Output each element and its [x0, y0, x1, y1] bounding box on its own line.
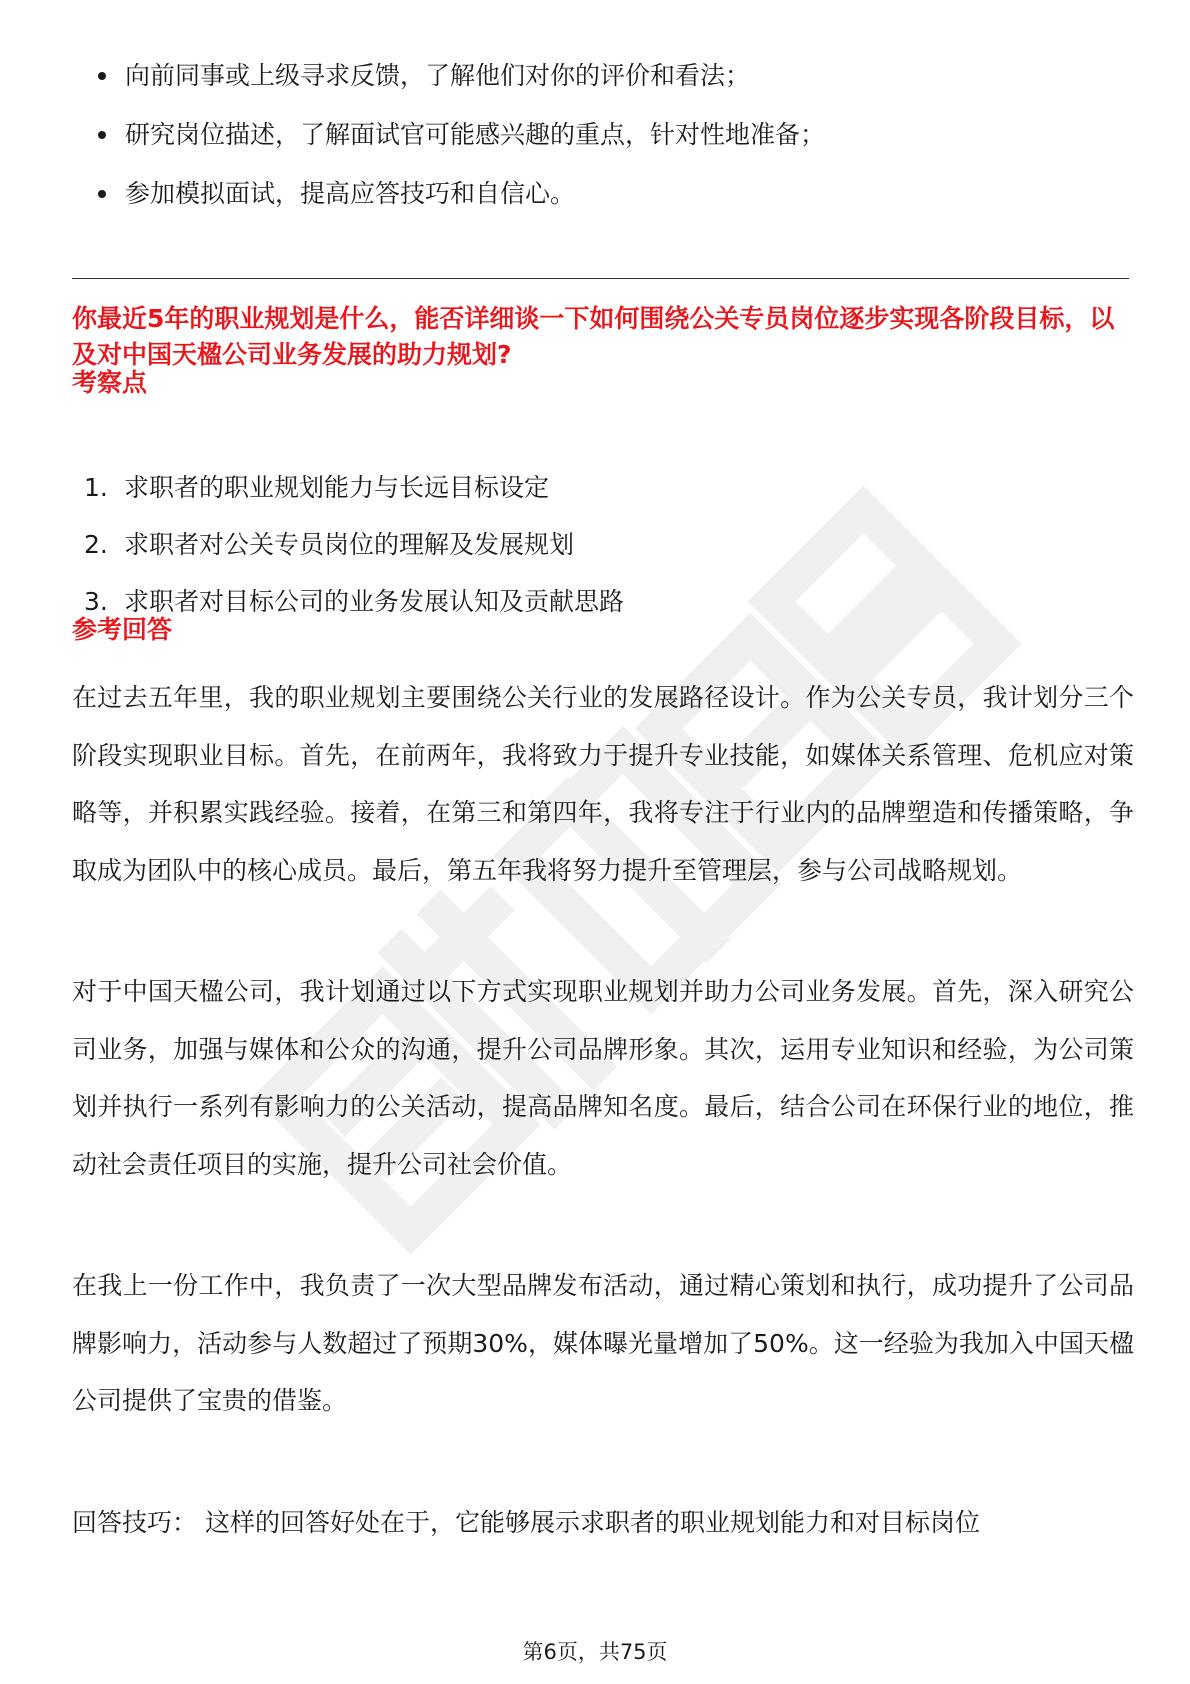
- bullet-text: 参加模拟面试，提高应答技巧和自信心。: [125, 179, 576, 208]
- item-number: 3.: [84, 587, 108, 616]
- tips-bullet-list: [95, 60, 1135, 237]
- item-text: 求职者对目标公司的业务发展认知及贡献思路: [124, 587, 625, 616]
- assessment-item: [84, 586, 1084, 618]
- answer-heading: 参考回答: [72, 615, 173, 644]
- bullet-item: [95, 60, 1135, 92]
- item-text: 求职者对公关专员岗位的理解及发展规划: [124, 530, 575, 559]
- bullet-dot-icon: [98, 131, 106, 139]
- item-text: 求职者的职业规划能力与长远目标设定: [124, 473, 550, 502]
- page-number: 第6页，共75页: [522, 1640, 668, 1664]
- answer-paragraph: 在过去五年里，我的职业规划主要围绕公关行业的发展路径设计。作为公关专员，我计划分三个阶段实现职业目标。首先，在前两年，我将致力于提升专业技能，如媒体关系管理、危机应对策略等，并积累实践经验。接着，在第三和第四年，我将专注于行业内的品牌塑造和传播策略，争取成为团队中的核心成员。最后，第五年我将努力提升至管理层，参与公司战略规划。: [72, 683, 1134, 885]
- bullet-dot-icon: [98, 190, 106, 198]
- answer-paragraph: 对于中国天楹公司，我计划通过以下方式实现职业规划并助力公司业务发展。首先，深入研究公司业务，加强与媒体和公众的沟通，提升公司品牌形象。其次，运用专业知识和经验，为公司策划并执行一系列有影响力的公关活动，提高品牌知名度。最后，结合公司在环保行业的地位，推动社会责任项目的实施，提升公司社会价值。: [72, 977, 1134, 1179]
- question-heading: 你最近5年的职业规划是什么，能否详细谈一下如何围绕公关专员岗位逐步实现各阶段目标，以及对中国天楹公司业务发展的助力规划?: [72, 304, 1115, 369]
- assessment-item: [84, 472, 1084, 504]
- assessment-heading: 考察点: [72, 368, 148, 397]
- bullet-text: 向前同事或上级寻求反馈，了解他们对你的评价和看法；: [125, 61, 751, 90]
- bullet-item: [95, 119, 1135, 151]
- answer-tip-paragraph: 回答技巧： 这样的回答好处在于，它能够展示求职者的职业规划能力和对目标岗位: [72, 1508, 980, 1537]
- assessment-item: [84, 529, 1084, 561]
- answer-paragraph: 在我上一份工作中，我负责了一次大型品牌发布活动，通过精心策划和执行，成功提升了公司品牌影响力，活动参与人数超过了预期30%，媒体曝光量增加了50%。这一经验为我加入中国天楹公司提供了宝贵的借鉴。: [72, 1271, 1134, 1415]
- section-divider: [72, 278, 1129, 279]
- item-number: 2.: [84, 530, 108, 559]
- bullet-text: 研究岗位描述，了解面试官可能感兴趣的重点，针对性地准备；: [125, 120, 826, 149]
- assessment-list: [84, 472, 1084, 643]
- bullet-item: [95, 178, 1135, 210]
- item-number: 1.: [84, 473, 108, 502]
- bullet-dot-icon: [98, 72, 106, 80]
